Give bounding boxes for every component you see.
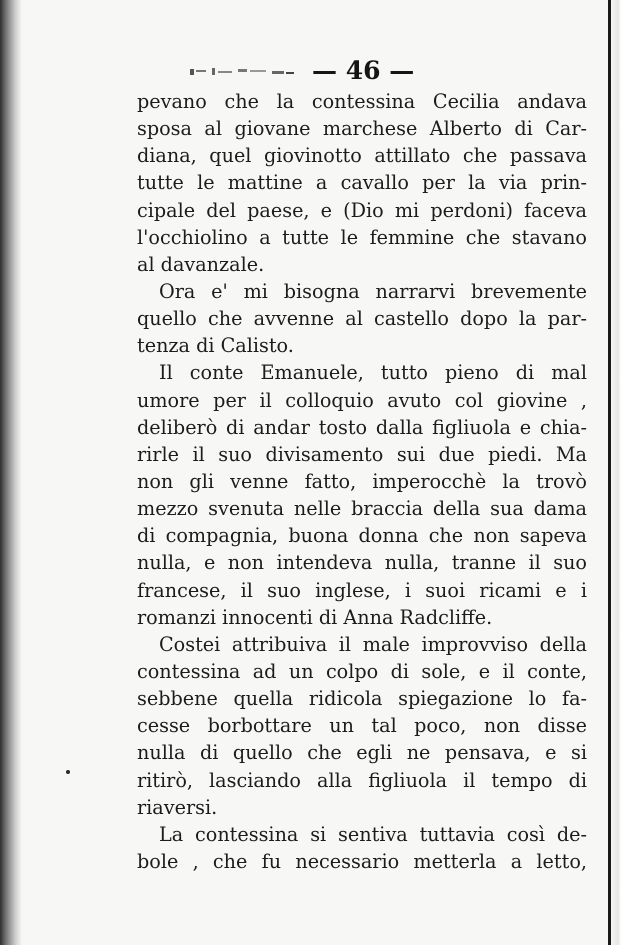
ink-smudge — [190, 66, 295, 78]
text-line: nulla di quello che egli ne pensava, e si — [137, 741, 587, 765]
text-line: pevano che la contessina Cecilia andava — [137, 90, 587, 113]
page-number: — 46 — — [312, 56, 415, 85]
text-line: cesse borbottare un tal poco, non disse — [137, 714, 587, 738]
text-line: cipale del paese, e (Dio mi perdoni) faceva — [137, 198, 587, 222]
text-line: ritirò, lasciando alla figliuola il tempo di — [137, 768, 587, 792]
text-line: l'occhiolino a tutte le femmine che stavano — [137, 225, 587, 249]
text-line: umore per il colloquio avuto col giovine , — [137, 388, 587, 412]
text-line: contessina ad un colpo di sole, e il conte, — [137, 659, 587, 683]
text-line: sposa al giovane marchese Alberto di Car- — [137, 117, 587, 141]
text-line: al davanzale. — [137, 252, 265, 276]
text-line: Ora e' mi bisogna narrarvi brevemente — [159, 279, 587, 303]
text-line: Il conte Emanuele, tutto pieno di mal — [159, 361, 587, 385]
text-line: Costei attribuiva il male improvviso della — [159, 632, 587, 656]
page-binding-shadow — [0, 0, 22, 945]
text-line: non gli venne fatto, imperocchè la trovò — [137, 469, 587, 493]
page-right-edge — [610, 0, 630, 945]
text-line: quello che avvenne al castello dopo la par- — [137, 307, 587, 331]
text-line: tutte le mattine a cavallo per la via prin- — [137, 171, 587, 195]
page-edge-line — [608, 0, 611, 945]
text-line: La contessina si sentiva tuttavia così de- — [159, 822, 587, 846]
text-line: nulla, e non intendeva nulla, tranne il suo — [137, 551, 587, 575]
body-text — [137, 88, 587, 875]
text-line: tenza di Calisto. — [137, 334, 294, 358]
text-line: sebbene quella ridicola spiegazione lo fa- — [137, 687, 587, 711]
text-line: deliberò di andar tosto dalla figliuola e chia- — [137, 415, 587, 439]
text-line: riaversi. — [137, 795, 218, 819]
text-line: diana, quel giovinotto attillato che passava — [137, 144, 587, 168]
text-line: rirle il suo divisamento sui due piedi. Ma — [137, 442, 587, 466]
text-line: di compagnia, buona donna che non sapeva — [137, 524, 587, 548]
print-speck — [66, 770, 70, 774]
text-line: romanzi innocenti di Anna Radcliffe. — [137, 605, 493, 629]
text-line: francese, il suo inglese, i suoi ricami e i — [137, 578, 587, 602]
text-line: mezzo svenuta nelle braccia della sua dama — [137, 497, 587, 521]
text-line: bole , che fu necessario metterla a letto, — [137, 849, 587, 873]
